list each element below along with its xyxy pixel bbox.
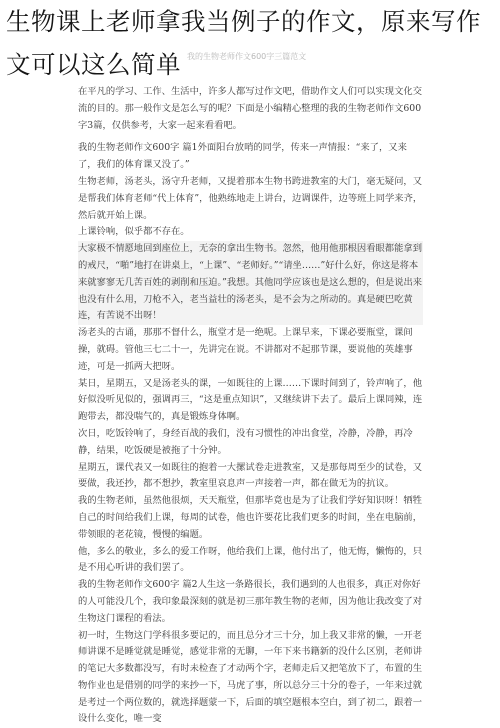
paragraph-essay2-title: 我的生物老师作文600字 篇2人生这一条路很长，我们遇到的人也很多，真正对你好的人可能没几个，我印象最深刻的就是初三那年教生物的老师，因为他让我改变了对生物这门课程的看法。: [78, 577, 423, 627]
paragraph: 大家极不情愿地回到座位上，无奈的拿出生物书。忽然，他用他那根因看眼都能拿到的戒尺，“啪”地打在讲桌上，“上课”、“老师好。”“请坐……”好什么好，你这是将本来就寥寥无几苦百姓的剥削和压迫。”我想。其他同学应该也是这么想的，但是说出来也没有什么用，刀枪不入，老当益壮的汤老头，是不会为之所动的。真是硬巴吃黄连，有苦说不出呀！: [78, 241, 423, 325]
paragraph: 他，多么的敬业，多么的爱工作呀，他给我们上课，他付出了，他无悔，懒悔的，只是不用心听讲的我们罢了。: [78, 544, 423, 578]
paragraph: 初一时，生物这门学科很多要记的，而且总分才三十分，加上我又非常的懒，一开老师讲课不是睡觉就是睡觉，感觉非常的无聊，一年下来书籍新的没什么区别，老师讲的笔记大多数都没写，有时未检查了才动两个字，老师走后又把笔放下了，布置的生物作业也是借别的同学的来抄一下，马虎了事，所以总分三十分的卷子，一年来过就是考过一个两位数的，就选择题蒙一下，后面的填空题根本空白，到了初二，跟着一设什么变化，唯一变: [78, 628, 423, 728]
paragraph: 次日，吃饭铃响了，身经百战的我们，没有习惯性的冲出食堂，冷静，冷静，再冷静，结果，吃饭硬是被拖了十分钟。: [78, 426, 423, 460]
paragraph: 星期五，课代表又一如既往的抱着一大摞试卷走进教室，又是那每周至少的试卷，又要做，我还抄，都不想抄，教室里哀息声一声接着一声，都在做无为的抗议。: [78, 460, 423, 494]
scan-subtitle: 我的生物老师作文600字三篇范文: [187, 52, 306, 61]
paragraph: 上课铃响，似乎都不存在。: [78, 224, 423, 241]
paragraph-essay1-title: 我的生物老师作文600字 篇1外面阳台放哨的同学，传来一声情报：“来了，又来了，我们的体育课又没了。”: [78, 140, 423, 174]
paragraph-intro: 在平凡的学习、工作、生活中，许多人都写过作文吧，借助作文人们可以实现文化交流的目的。那一般作文是怎么写的呢？下面是小编精心整理的我的生物老师作文600字3篇，仅供参考，大家一起来看看吧。: [78, 84, 423, 134]
headline-line-2: [6, 39, 498, 82]
scanned-document: [78, 84, 423, 704]
paragraph: 汤老头的古诵，那那不督什么，瓶堂才是一绝呢。上课早来，下课必要瓶堂，课间操，就碍。管他三七二十一，先讲完在说。不讲都对不起那节课，要说他的英雄事迹，可是一抓两大把呀。: [78, 325, 423, 375]
paragraph: 我的生物老师，虽然他很烦，天天瓶堂，但那毕竟也是为了让我们学好知识呀！牺牲自己的时间给我们上课，每周的试卷，他也许要花比我们更多的时间，坐在电脑前，带领眼的老花镜，慢慢的编题。: [78, 493, 423, 543]
headline-line-1: 生物课上老师拿我当例子的作文，原来写作: [6, 4, 498, 39]
paragraph: 生物老师，汤老头，汤守升老师，又提着那本生物书跨进教室的大门，毫无疑问，又是帮我们体育老师“代上体育”，他熟练地走上讲台，边调课件，边等班上同学来齐，然后就开始上课。: [78, 174, 423, 224]
headline-line-2-text: 文可以这么简单: [6, 50, 181, 79]
paragraph: 某日，星期五，又是汤老头的课，一如既往的上课……下课时间到了，铃声响了，他好似没听见似的，强调再三，“这是重点知识”，又继续讲下去了。最后上课同辣，连跑带去，都没喘气的，真是锻炼身体啊。: [78, 376, 423, 426]
article-headline: [6, 4, 498, 82]
